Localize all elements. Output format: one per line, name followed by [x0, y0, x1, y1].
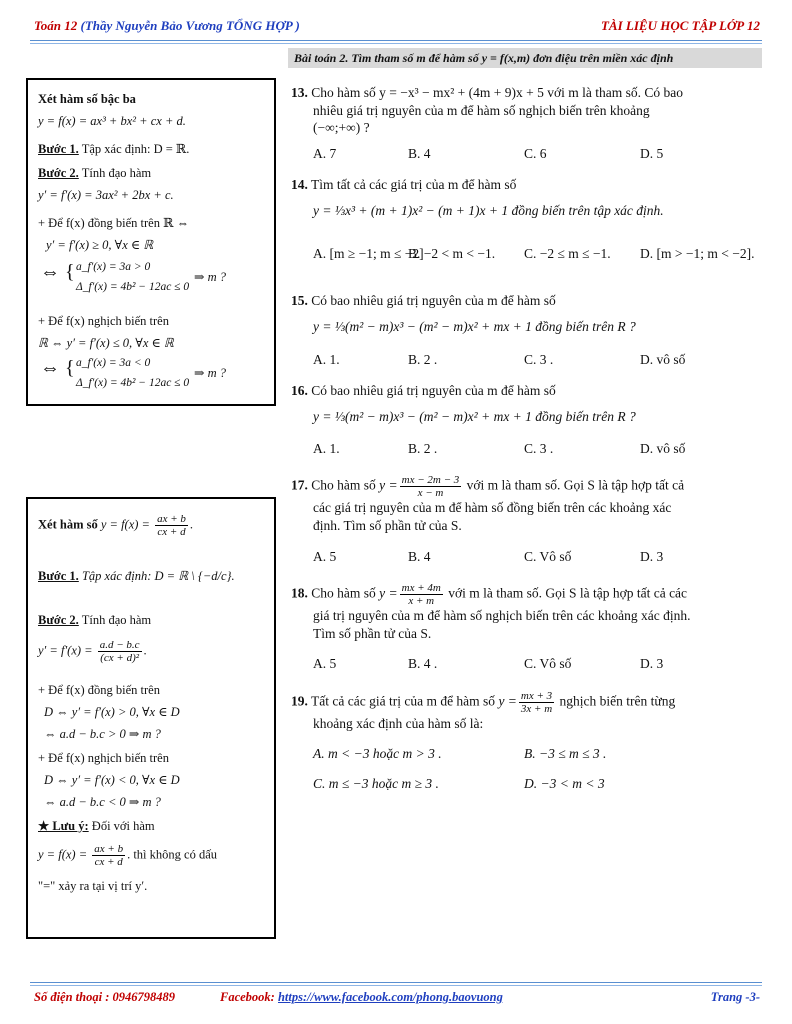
phone-number: 0946798489 [112, 990, 175, 1004]
question-number: 16. [291, 383, 308, 398]
deriv-fraction [98, 639, 142, 664]
box2-inc-result: ⇔ a.d − b.c > 0 ⇒ m ? [44, 727, 161, 741]
denominator: x + m [408, 595, 435, 608]
q13-option-a[interactable]: A. 7 [313, 146, 337, 161]
question-14 [291, 176, 761, 228]
question-text: y = ⅓x³ + (m + 1)x² − (m + 1)x + 1 đồng biến trên tập xác định. [313, 202, 664, 218]
box2-dec-title: + Để f(x) nghịch biến trên [38, 751, 169, 765]
question-text: Tìm số phần tử của S. [313, 625, 432, 641]
box1-inc-title: + Để f(x) đồng biến trên ℝ ⇔ [38, 216, 190, 230]
q15-option-b[interactable]: B. 2 . [408, 352, 438, 367]
q17-option-a[interactable]: A. 5 [313, 549, 337, 564]
note-func-fraction [92, 843, 125, 868]
q18-fraction [400, 582, 443, 607]
numerator: mx + 4m [401, 582, 441, 594]
q19-fraction [519, 690, 554, 715]
question-number: 18. [291, 585, 308, 601]
q17-option-d[interactable]: D. 3 [640, 549, 664, 564]
q17-option-c[interactable]: C. Vô số [524, 549, 572, 564]
box2-title-line: Xét hàm số y = f(x) = $\frac{ax + b}{cx + d}$ . [38, 513, 194, 539]
question-text: Cho hàm số y = −x³ − mx² + (4m + 9)x + 5 với m là tham số. Có bao [311, 85, 684, 100]
step1-text: Tập xác định: D = ℝ \ {−d/c}. [81, 569, 235, 583]
question-18: 18. Cho hàm số y = $\frac{mx + 4m}{x + m}$ với m là tham số. Gọi S là tập hợp tất cả các giá trị nguyên của m để hàm số nghịch biến trên các khoảng xác định. Tìm số phần tử của S. [291, 582, 691, 641]
box1-step2 [38, 166, 151, 182]
q16-option-b[interactable]: B. 2 . [408, 441, 438, 456]
q19-option-d[interactable]: D. −3 < m < 3 [524, 776, 605, 791]
question-number: 17. [291, 477, 308, 493]
q15-option-c[interactable]: C. 3 . [524, 352, 554, 367]
q17-option-b[interactable]: B. 4 [408, 549, 431, 564]
q16-option-d[interactable]: D. vô số [640, 441, 686, 456]
func-denominator: cx + d [157, 526, 186, 539]
box2-dec-result: ⇔ a.d − b.c < 0 ⇒ m ? [44, 795, 161, 809]
rational-function-box [26, 497, 276, 939]
box1-derivative: y′ = f′(x) = 3ax² + 2bx + c. [38, 188, 174, 202]
question-text: với m là tham số. Gọi S là tập hợp tất cả các [448, 585, 688, 601]
denominator: x − m [417, 487, 444, 500]
header-right: TÀI LIỆU HỌC TẬP LỚP 12 [600, 18, 760, 33]
box2-note [38, 819, 155, 835]
question-text: Có bao nhiêu giá trị nguyên của m để hàm số [311, 383, 556, 398]
footer-facebook [220, 990, 503, 1005]
deriv-prefix: y′ = f′(x) = [38, 643, 93, 658]
box1-inc-result: ⇒ m ? [194, 270, 227, 284]
question-text: các giá trị nguyên của m để hàm số đồng biến trên các khoảng xác [313, 500, 672, 516]
q17-fraction [400, 474, 462, 499]
note-text: Đối với hàm [91, 819, 155, 833]
question-text: giá trị nguyên của m để hàm số nghịch biến trên các khoảng xác định. [313, 608, 691, 624]
box1-dec-sys2: Δ_f′(x) = 4b² − 12ac ≤ 0 [76, 377, 190, 389]
step1-label: Bước 1. [38, 569, 79, 583]
func-numerator: ax + b [157, 513, 186, 525]
question-text: y = ⅓(m² − m)x³ − (m² − m)x² + mx + 1 đồng biến trên R ? [313, 318, 636, 334]
q13-option-b[interactable]: B. 4 [408, 146, 431, 161]
question-number: 13. [291, 85, 308, 100]
q15-option-a[interactable]: A. 1. [313, 352, 340, 367]
question-17: 17. Cho hàm số y = $\frac{mx - 2m - 3}{x - m}$ với m là tham số. Gọi S là tập hợp tất cả các giá trị nguyên của m để hàm số đồng biến trên các khoảng xác định. Tìm số phần tử của S. [291, 474, 685, 533]
step1-label: Bước 1. [38, 142, 79, 156]
box2-step1 [38, 569, 235, 585]
question-text: Tất cả các giá trị của m để hàm số [311, 693, 496, 709]
q19-option-b[interactable]: B. −3 ≤ m ≤ 3 . [524, 746, 607, 761]
phone-label: Số điện thoại : [34, 990, 110, 1004]
footer-divider [30, 982, 762, 983]
facebook-link[interactable]: https://www.facebook.com/phong.baovuong [277, 990, 503, 1004]
page-number: Trang -3- [710, 990, 760, 1004]
box2-note-last: "=" xảy ra tại vị trí y′. [38, 879, 148, 893]
note-denominator: cx + d [94, 856, 123, 869]
deriv-denominator: (cx + d)² [100, 652, 140, 665]
q18-option-d[interactable]: D. 3 [640, 656, 664, 671]
q14-option-b[interactable]: B. −2 < m < −1. [408, 246, 496, 261]
numerator: mx − 2m − 3 [401, 474, 460, 486]
step2-label: Bước 2. [38, 166, 79, 180]
subject-label: Toán 12 [34, 18, 78, 33]
q15-option-d[interactable]: D. vô số [640, 352, 686, 367]
question-text: y = ⅓(m² − m)x³ − (m² − m)x² + mx + 1 đồng biến trên R ? [313, 408, 636, 424]
question-text: nghịch biến trên từng [559, 693, 676, 709]
box2-derivative: y′ = f′(x) = $\frac{a.d - b.c}{\text{(cx + d)²}}$ . [38, 639, 147, 665]
box1-inc-cond: y′ = f′(x) ≥ 0, ∀x ∈ ℝ [46, 238, 154, 252]
cubic-function-box [26, 78, 276, 406]
question-text: Có bao nhiêu giá trị nguyên của m để hàm số [311, 293, 556, 308]
box2-inc-cond: D ⇔ y′ = f′(x) > 0, ∀x ∈ D [44, 705, 180, 719]
q14-option-a[interactable]: A. [m ≥ −1; m ≤ −2] [313, 246, 424, 261]
note-label: ★ Lưu ý: [38, 819, 89, 833]
question-text: nhiêu giá trị nguyên của m để hàm số nghịch biến trên khoảng [313, 102, 650, 118]
q14-option-d[interactable]: D. [m > −1; m < −2]. [640, 246, 755, 261]
q19-option-a[interactable]: A. m < −3 hoặc m > 3 . [313, 746, 442, 761]
note-tail: thì không có dấu [133, 847, 217, 862]
box1-title: Xét hàm số bậc ba [38, 92, 136, 106]
section-title: Bài toán 2. Tìm tham số m để hàm số y = f(x,m) đơn điệu trên miền xác định [288, 48, 762, 68]
q18-option-c[interactable]: C. Vô số [524, 656, 572, 671]
note-numerator: ax + b [94, 843, 124, 855]
question-text: Cho hàm số [311, 477, 376, 493]
box1-dec-sys1: a_f′(x) = 3a < 0 [76, 357, 151, 369]
box1-inc-sys2: Δ_f′(x) = 4b² − 12ac ≤ 0 [76, 281, 190, 293]
box1-step1 [38, 142, 189, 158]
step2-text: Tính đạo hàm [81, 166, 152, 180]
box2-step2 [38, 613, 151, 629]
q19-option-c[interactable]: C. m ≤ −3 hoặc m ≥ 3 . [313, 776, 439, 791]
question-16 [291, 382, 761, 434]
question-text: định. Tìm số phần tử của S. [313, 517, 462, 533]
footer-divider-secondary [30, 985, 762, 986]
question-text: (−∞;+∞) ? [313, 120, 370, 136]
box1-inc-brace: ⇔ { [40, 261, 75, 283]
question-13 [291, 84, 761, 137]
box1-inc-sys1: a_f′(x) = 3a > 0 [76, 261, 151, 273]
author-label: (Thầy Nguyễn Bảo Vương TỔNG HỢP ) [80, 18, 300, 33]
question-number: 15. [291, 293, 308, 308]
step2-label: Bước 2. [38, 613, 79, 627]
q18-option-b[interactable]: B. 4 . [408, 656, 438, 671]
question-19: 19. Tất cả các giá trị của m để hàm số y = $\frac{mx + 3}{3x + m}$ nghịch biến trên từng khoảng xác định của hàm số là: [291, 690, 676, 732]
q13-option-c[interactable]: C. 6 [524, 146, 547, 161]
box2-dec-cond: D ⇔ y′ = f′(x) < 0, ∀x ∈ D [44, 773, 180, 787]
step1-text: Tập xác định: D = ℝ. [81, 142, 190, 156]
q14-option-c[interactable]: C. −2 ≤ m ≤ −1. [524, 246, 611, 261]
question-text: với m là tham số. Gọi S là tập hợp tất cả [466, 477, 685, 493]
box1-formula: y = f(x) = ax³ + bx² + cx + d. [38, 114, 186, 128]
box2-func-prefix: y = f(x) = [100, 517, 150, 532]
denominator: 3x + m [520, 703, 553, 716]
box1-dec-cond: ℝ ⇔ y′ = f′(x) ≤ 0, ∀x ∈ ℝ [38, 336, 174, 350]
header-left [34, 18, 300, 34]
box1-dec-result: ⇒ m ? [194, 366, 227, 380]
q16-option-c[interactable]: C. 3 . [524, 441, 554, 456]
question-text: khoảng xác định của hàm số là: [313, 716, 484, 732]
q18-option-a[interactable]: A. 5 [313, 656, 337, 671]
box2-func-fraction [155, 513, 188, 538]
q16-option-a[interactable]: A. 1. [313, 441, 340, 456]
box1-dec-title: + Để f(x) nghịch biến trên [38, 314, 169, 328]
q13-option-d[interactable]: D. 5 [640, 146, 664, 161]
box2-inc-title: + Để f(x) đồng biến trên [38, 683, 160, 697]
header-divider-secondary [30, 43, 762, 44]
step2-text: Tính đạo hàm [81, 613, 152, 627]
box2-title: Xét hàm số [38, 517, 98, 532]
question-text: Tìm tất cả các giá trị của m để hàm số [311, 177, 517, 192]
question-text: Cho hàm số [311, 585, 376, 601]
box2-note-func: y = f(x) = $\frac{ax + b}{cx + d}$ . thì không có dấu [38, 843, 217, 869]
deriv-numerator: a.d − b.c [99, 639, 140, 651]
numerator: mx + 3 [520, 690, 553, 702]
box1-dec-brace: ⇔ { [40, 357, 75, 379]
question-number: 14. [291, 177, 308, 192]
footer-phone [34, 990, 175, 1005]
question-15 [291, 292, 761, 344]
question-number: 19. [291, 693, 308, 709]
facebook-label: Facebook: [220, 990, 275, 1004]
note-func-prefix: y = f(x) = [38, 847, 88, 862]
header-divider [30, 40, 762, 41]
